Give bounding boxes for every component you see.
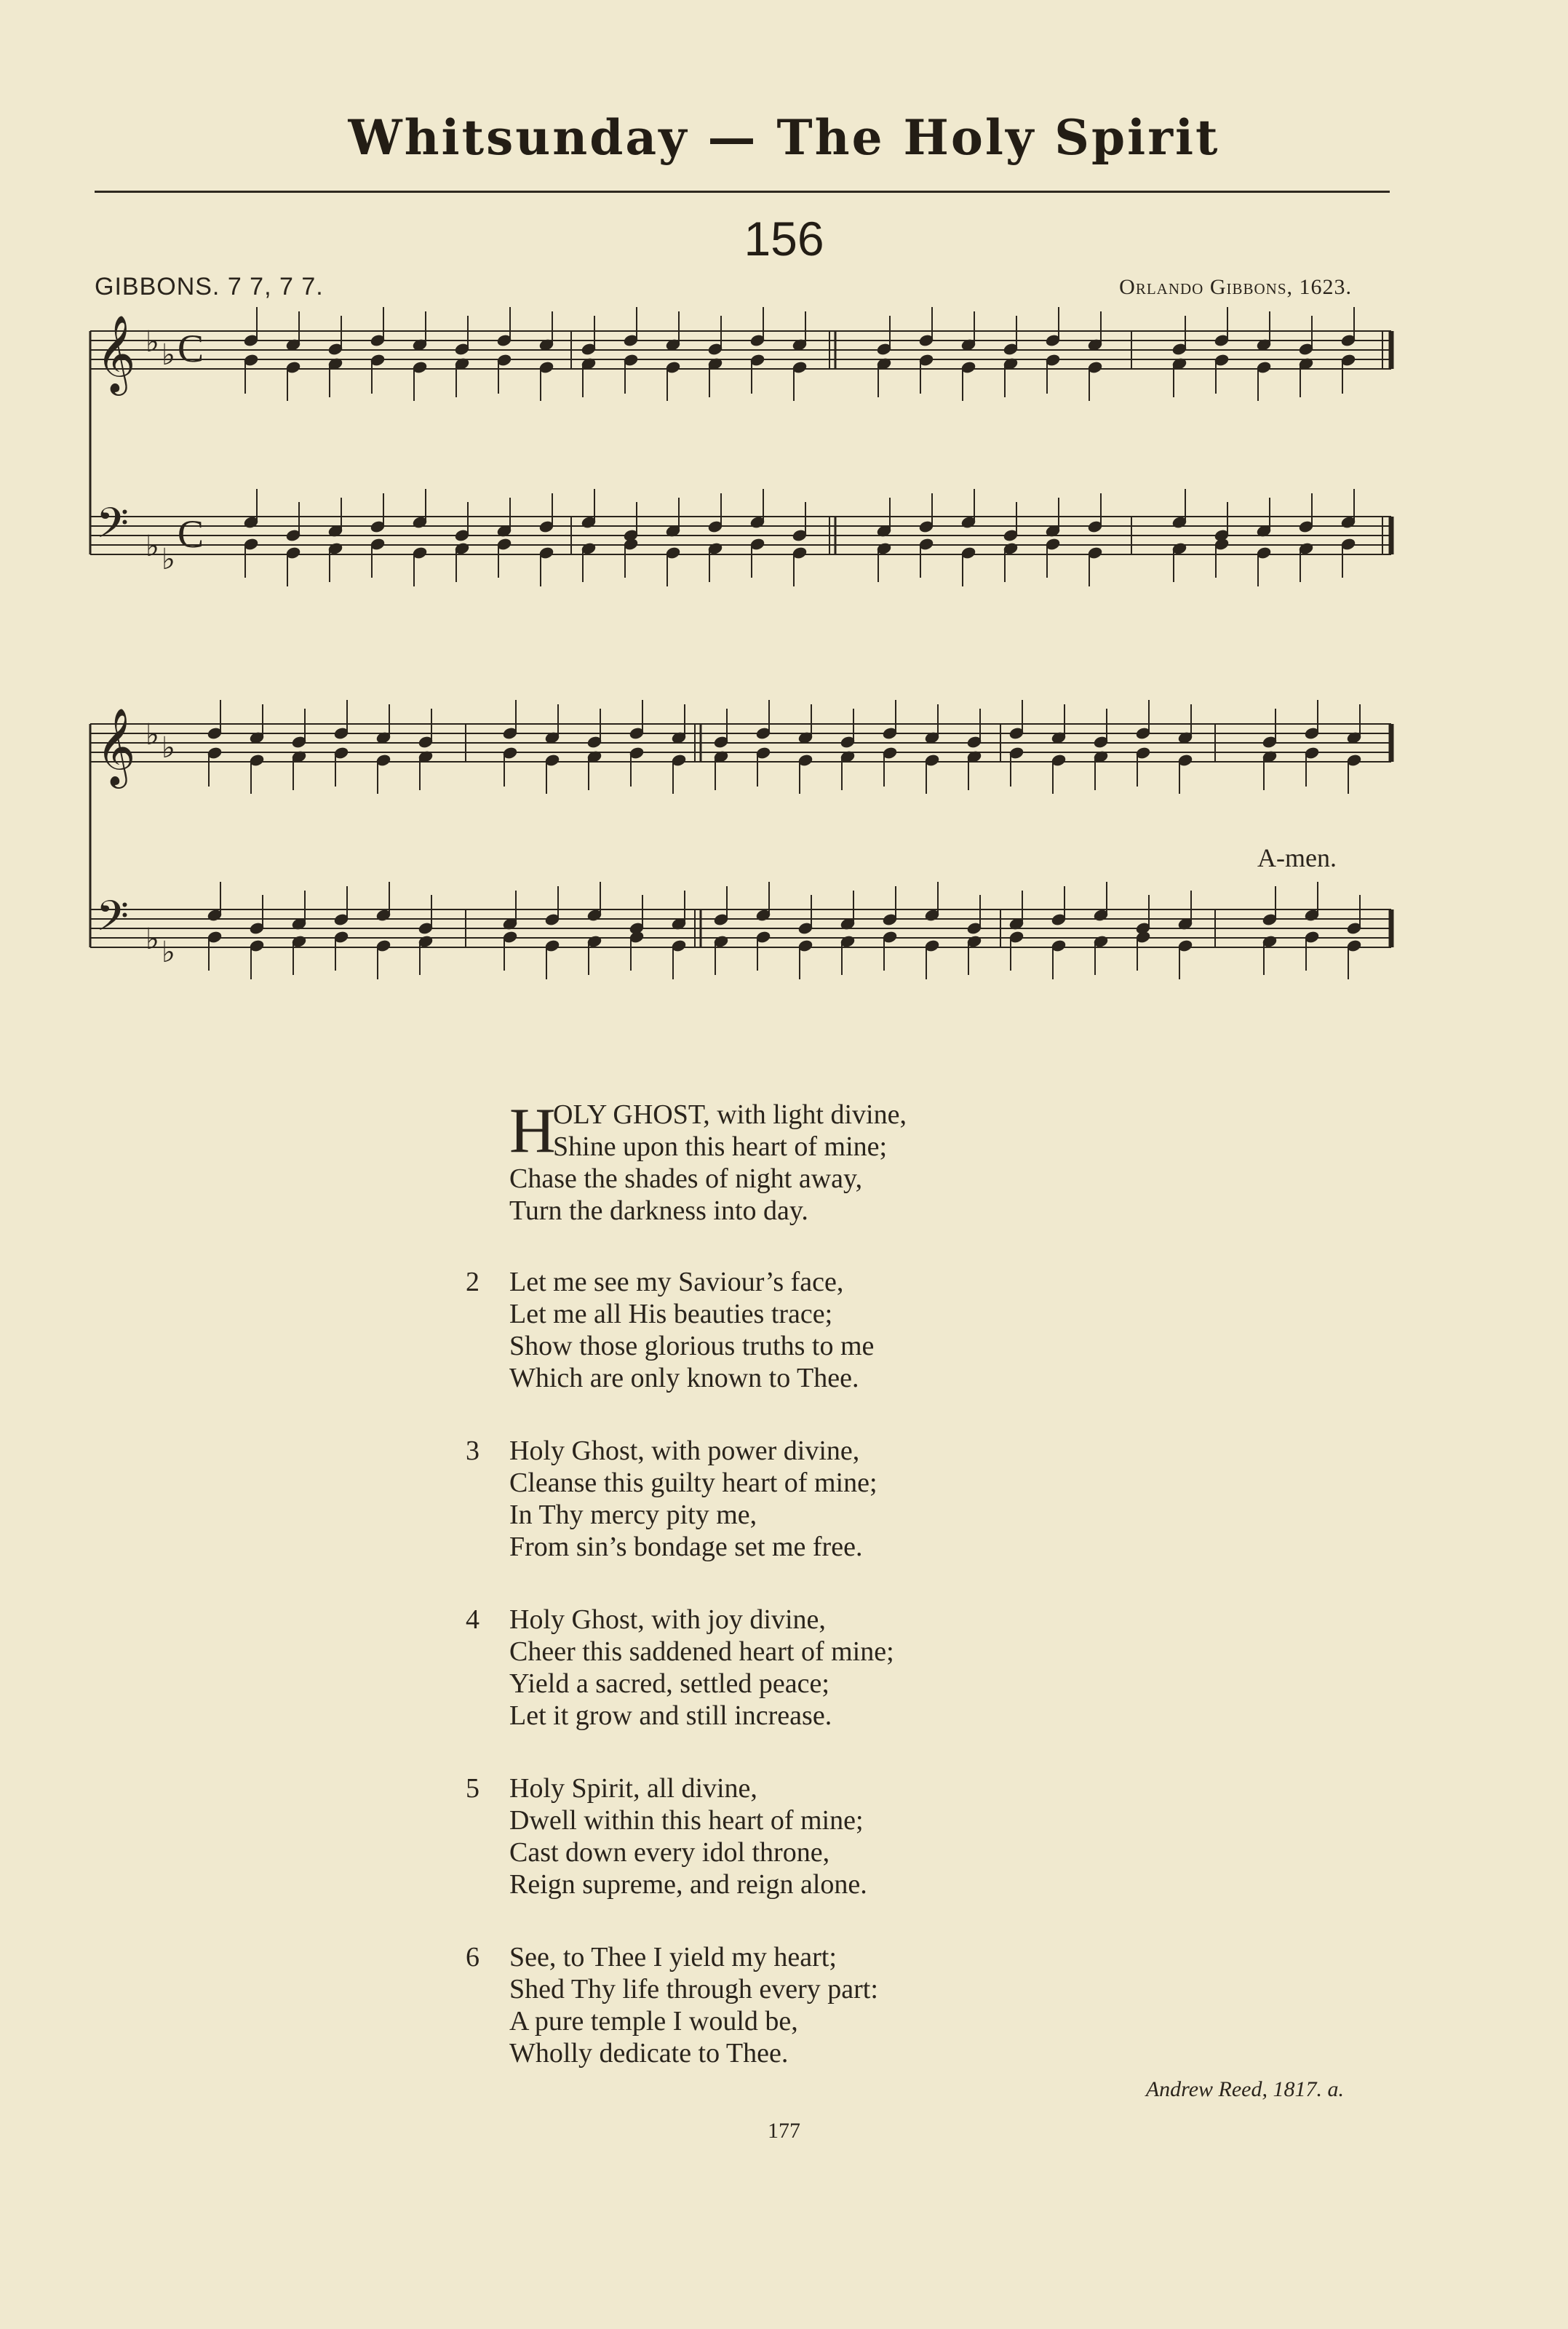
flat-icon: ♭ [146,718,159,752]
flat-icon: ♭ [162,338,175,372]
stanza-line: Wholly dedicate to Thee. [509,2038,789,2069]
treble-clef-icon: 𝄞 [96,314,136,392]
stanza-line: Shine upon this heart of mine; [553,1131,888,1162]
stanza-line: Reign supreme, and reign alone. [509,1869,867,1900]
treble-clef-icon: 𝄞 [96,707,136,785]
bass-clef-icon: 𝄢 [96,891,130,951]
music-notation [0,0,1568,1033]
stanza-line: Cast down every idol throne, [509,1837,830,1868]
stanza-line: From sin’s bondage set me free. [509,1532,863,1562]
composer-credit: Orlando Gibbons, 1623. [1119,275,1352,299]
stanza-number: 5 [466,1773,479,1804]
flat-icon: ♭ [146,923,159,956]
common-time-icon: C [178,512,204,556]
stanza-line: Yield a sacred, settled peace; [509,1668,829,1699]
stanza-line: A pure temple I would be, [509,2006,798,2037]
stanza-line: Let me all His beauties trace; [509,1299,833,1329]
stanza-line: Holy Ghost, with power divine, [509,1436,860,1466]
stanza-line: Which are only known to Thee. [509,1363,859,1393]
stanza-line: Let it grow and still increase. [509,1700,832,1731]
stanza-line: Turn the darkness into day. [509,1195,808,1226]
hymn-number: 156 [744,212,824,266]
bass-clef-icon: 𝄢 [96,498,130,558]
stanza-line: Shed Thy life through every part: [509,1974,878,2004]
page-title: Whitsunday — The Holy Spirit [348,109,1220,166]
stanza-line: Let me see my Saviour’s face, [509,1267,844,1297]
stanza-line: Cleanse this guilty heart of mine; [509,1468,877,1498]
stanza-line: OLY GHOST, with light divine, [553,1099,907,1130]
drop-cap: H [509,1096,556,1166]
stanza-number: 4 [466,1604,479,1635]
stanza-line: Cheer this saddened heart of mine; [509,1636,894,1667]
stanza-line: Dwell within this heart of mine; [509,1805,864,1836]
flat-icon: ♭ [162,936,175,969]
flat-icon: ♭ [162,731,175,765]
common-time-icon: C [178,327,204,370]
stanza-line: See, to Thee I yield my heart; [509,1942,837,1972]
text-attribution: Andrew Reed, 1817. a. [1145,2077,1344,2101]
tune-name: GIBBONS. 7 7, 7 7. [95,273,324,300]
stanza-line: Holy Ghost, with joy divine, [509,1604,826,1635]
flat-icon: ♭ [146,325,159,359]
flat-icon: ♭ [162,543,175,576]
stanza-line: Chase the shades of night away, [509,1163,863,1194]
stanza-line: Show those glorious truths to me [509,1331,875,1361]
stanza-line: In Thy mercy pity me, [509,1500,757,1530]
page-number: 177 [768,2119,800,2143]
stanza-number: 3 [466,1436,479,1466]
stanza-number: 2 [466,1267,479,1297]
amen-text: A-men. [1257,843,1337,872]
stanza-line: Holy Spirit, all divine, [509,1773,757,1804]
stanza-number: 6 [466,1942,479,1972]
flat-icon: ♭ [146,530,159,563]
